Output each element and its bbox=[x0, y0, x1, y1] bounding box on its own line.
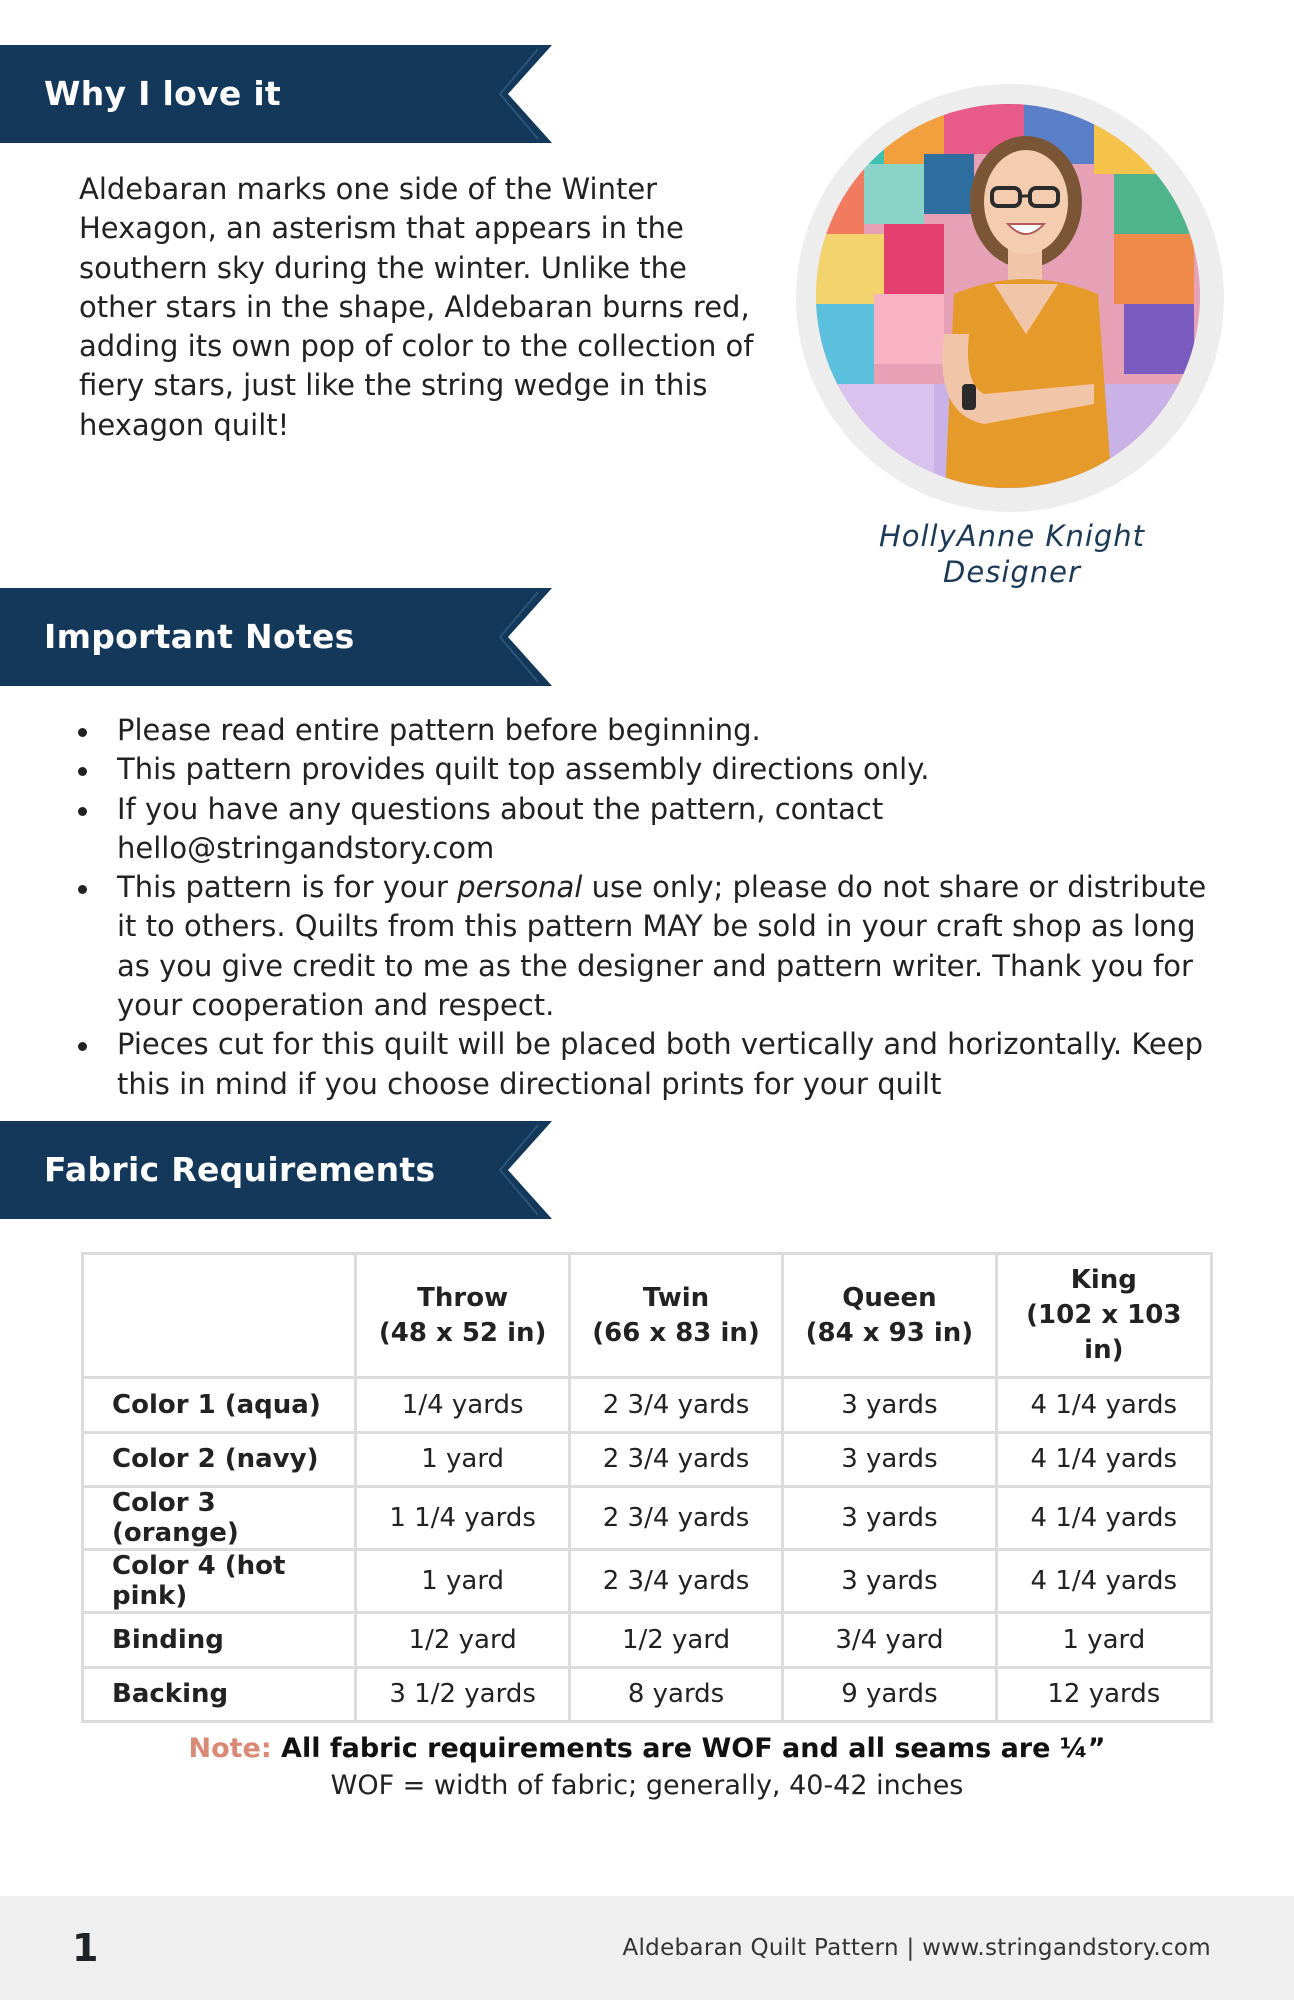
table-cell: 4 1/4 yards bbox=[996, 1432, 1211, 1487]
designer-caption bbox=[830, 518, 1194, 590]
section-title-notes: Important Notes bbox=[44, 617, 355, 656]
table-cell: 4 1/4 yards bbox=[996, 1550, 1211, 1613]
table-cell: 1 yard bbox=[996, 1613, 1211, 1668]
table-cell: 1 yard bbox=[356, 1432, 569, 1487]
table-row bbox=[83, 1487, 1212, 1550]
fabric-note bbox=[0, 1733, 1294, 1764]
section-banner-fabric bbox=[0, 1121, 552, 1219]
row-label: Color 4 (hot pink) bbox=[83, 1550, 356, 1613]
row-label: Binding bbox=[83, 1613, 356, 1668]
table-cell: 3 yards bbox=[783, 1378, 996, 1433]
row-label: Backing bbox=[83, 1667, 356, 1722]
table-header-throw bbox=[356, 1254, 569, 1378]
row-label: Color 3 (orange) bbox=[83, 1487, 356, 1550]
table-header-twin bbox=[569, 1254, 782, 1378]
designer-role: Designer bbox=[943, 555, 1081, 589]
table-cell: 9 yards bbox=[783, 1667, 996, 1722]
footer-text: Aldebaran Quilt Pattern | www.stringandstory.com bbox=[622, 1935, 1211, 1961]
table-cell: 1/2 yard bbox=[569, 1613, 782, 1668]
designer-portrait bbox=[794, 84, 1226, 516]
table-cell: 1 yard bbox=[356, 1550, 569, 1613]
note-emphasis: personal bbox=[457, 870, 583, 905]
table-cell: 4 1/4 yards bbox=[996, 1487, 1211, 1550]
list-item: Please read entire pattern before beginning. bbox=[78, 711, 1218, 750]
table-cell: 1/2 yard bbox=[356, 1613, 569, 1668]
table-header-queen bbox=[783, 1254, 996, 1378]
section-title-why: Why I love it bbox=[44, 74, 282, 113]
table-cell: 8 yards bbox=[569, 1667, 782, 1722]
table-header-row bbox=[83, 1254, 1212, 1378]
notes-list bbox=[78, 711, 1218, 1104]
table-cell: 2 3/4 yards bbox=[569, 1432, 782, 1487]
list-item: This pattern provides quilt top assembly directions only. bbox=[78, 750, 1218, 789]
table-cell: 3 yards bbox=[783, 1550, 996, 1613]
table-corner-cell bbox=[83, 1254, 356, 1378]
section-banner-notes bbox=[0, 588, 552, 686]
table-header-king bbox=[996, 1254, 1211, 1378]
table-cell: 3 1/2 yards bbox=[356, 1667, 569, 1722]
fabric-requirements-table bbox=[81, 1252, 1213, 1723]
header-size: (102 x 103 in) bbox=[1026, 1300, 1182, 1365]
note-text: All fabric requirements are WOF and all seams are ¼” bbox=[271, 1733, 1106, 1764]
intro-paragraph: Aldebaran marks one side of the Winter Hexagon, an asterism that appears in the southern sky during the winter. Unlike the other stars in the shape, Aldebaran burns red, adding its own pop of color to the collection of fiery stars, just like the string wedge in this hexagon quilt! bbox=[79, 172, 754, 442]
table-cell: 12 yards bbox=[996, 1667, 1211, 1722]
table-row bbox=[83, 1550, 1212, 1613]
table-cell: 3 yards bbox=[783, 1487, 996, 1550]
note-label: Note: bbox=[188, 1733, 272, 1764]
row-label: Color 1 (aqua) bbox=[83, 1378, 356, 1433]
table-cell: 2 3/4 yards bbox=[569, 1487, 782, 1550]
list-item: If you have any questions about the pattern, contact hello@stringandstory.com bbox=[78, 790, 1218, 869]
table-row bbox=[83, 1378, 1212, 1433]
wof-definition: WOF = width of fabric; generally, 40-42 inches bbox=[330, 1770, 964, 1801]
table-row bbox=[83, 1432, 1212, 1487]
designer-name: HollyAnne Knight bbox=[878, 519, 1146, 553]
page-number: 1 bbox=[72, 1926, 99, 1970]
section-banner-why bbox=[0, 45, 552, 143]
table-cell: 4 1/4 yards bbox=[996, 1378, 1211, 1433]
note-text-part: use only; please do not share or distribute it to others. Quilts from this pattern MAY be sold in your craft shop as long as you give credit to me as the designer and pattern writer. Thank you for your cooperation and respect. bbox=[117, 870, 1207, 1023]
list-item: Pieces cut for this quilt will be placed both vertically and horizontally. Keep this in mind if you choose directional prints for your quilt bbox=[78, 1025, 1218, 1104]
table-cell: 3 yards bbox=[783, 1432, 996, 1487]
header-name: Queen bbox=[842, 1282, 937, 1313]
header-name: King bbox=[1070, 1265, 1137, 1295]
table-row bbox=[83, 1613, 1212, 1668]
header-name: Twin bbox=[642, 1282, 710, 1313]
table-row bbox=[83, 1667, 1212, 1722]
table-cell: 3/4 yard bbox=[783, 1613, 996, 1668]
table-cell: 1 1/4 yards bbox=[356, 1487, 569, 1550]
table-cell: 2 3/4 yards bbox=[569, 1550, 782, 1613]
section-title-fabric: Fabric Requirements bbox=[44, 1150, 436, 1189]
header-size: (66 x 83 in) bbox=[592, 1317, 760, 1348]
note-text-part: This pattern is for your bbox=[117, 870, 458, 905]
row-label: Color 2 (navy) bbox=[83, 1432, 356, 1487]
table-cell: 1/4 yards bbox=[356, 1378, 569, 1433]
header-size: (48 x 52 in) bbox=[378, 1317, 547, 1348]
page-footer bbox=[0, 1896, 1294, 2000]
header-name: Throw bbox=[417, 1282, 509, 1313]
list-item bbox=[78, 868, 1218, 1025]
table-cell: 2 3/4 yards bbox=[569, 1378, 782, 1433]
header-size: (84 x 93 in) bbox=[805, 1317, 974, 1348]
